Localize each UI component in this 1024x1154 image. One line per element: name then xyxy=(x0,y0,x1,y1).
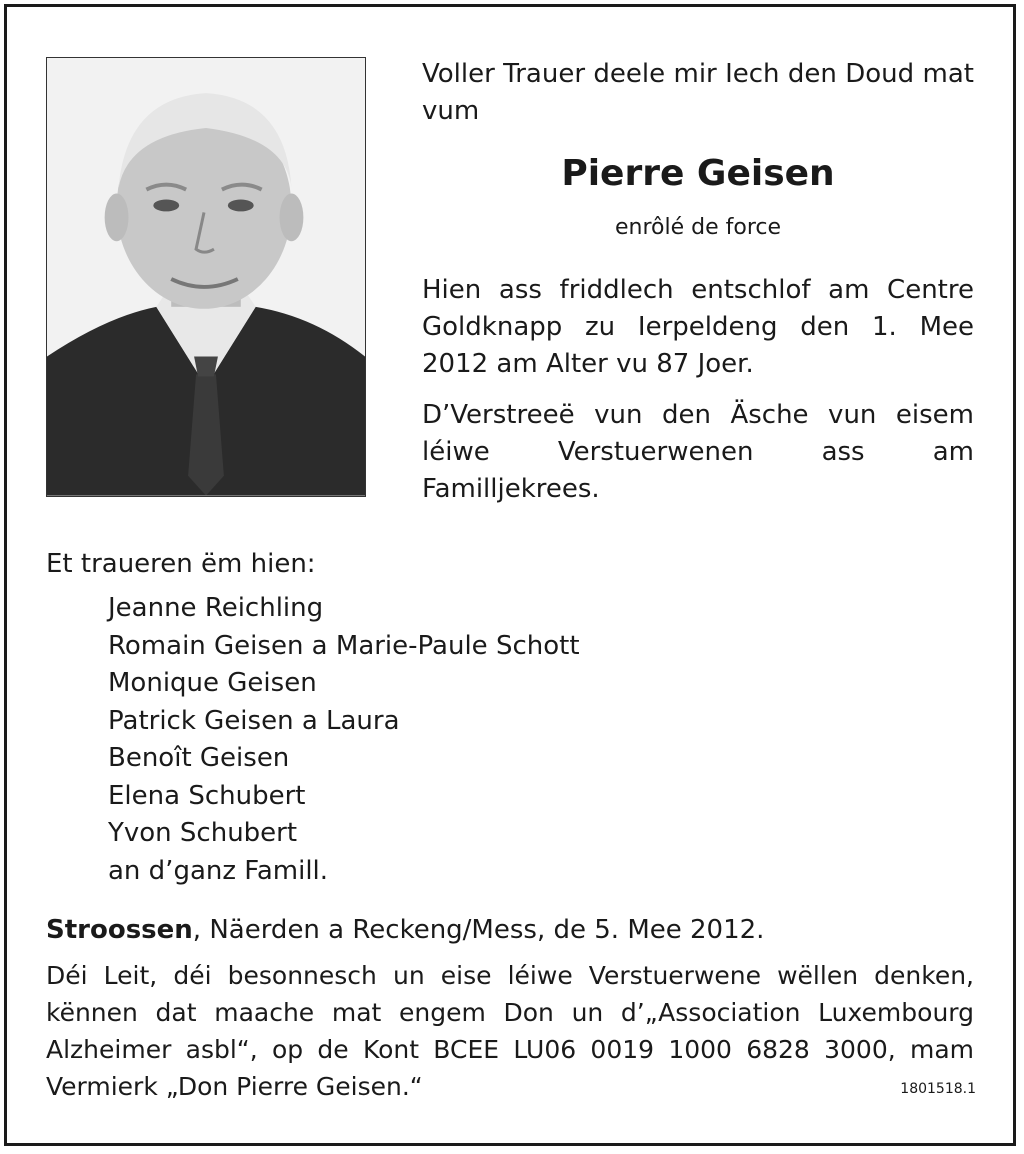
death-notice: Hien ass friddlech entschlof am Centre Goldknapp zu Ierpeldeng den 1. Mee 2012 am Alter vu 87 Joer. xyxy=(422,275,974,379)
mourner-name: Elena Schubert xyxy=(108,780,306,811)
deceased-name: Pierre Geisen xyxy=(561,153,835,194)
ashes-notice: D’Verstreeë vun den Äsche vun eisem léiwe Verstuerwenen ass am Familljekrees. xyxy=(422,400,974,504)
portrait-photo xyxy=(46,57,366,497)
donation-notice: Déi Leit, déi besonnesch un eise léiwe Verstuerwene wëllen denken, kënnen dat maache mat engem Don un d’„Association Luxembourg Alzheimer asbl“, op de Kont BCEE LU06 0019 1000 6828 3000, mam Vermierk „Don Pierre Geisen.“ xyxy=(46,961,974,1101)
reference-number: 1801518.1 xyxy=(900,1081,976,1097)
mourner-name: Monique Geisen xyxy=(108,668,317,698)
mourner-name: Yvon Schubert xyxy=(108,818,298,848)
place-name: Stroossen xyxy=(46,915,193,945)
mourners-heading: Et traueren ëm hien: xyxy=(46,549,316,579)
mourners-list xyxy=(108,590,580,890)
mourner-name: Romain Geisen a Marie-Paule Schott xyxy=(108,630,580,661)
mourner-name: an d’ganz Famill. xyxy=(108,855,329,886)
deceased-title: enrôlé de force xyxy=(614,215,782,240)
place-date-line xyxy=(46,912,764,949)
mourner-name: Benoît Geisen xyxy=(108,743,290,773)
portrait-image xyxy=(47,58,365,496)
mourner-name: Jeanne Reichling xyxy=(108,593,324,623)
place-date: , Näerden a Reckeng/Mess, de 5. Mee 2012. xyxy=(192,915,765,945)
mourner-name: Patrick Geisen a Laura xyxy=(108,705,400,736)
intro-text: Voller Trauer deele mir Iech den Doud mat vum xyxy=(422,59,974,126)
